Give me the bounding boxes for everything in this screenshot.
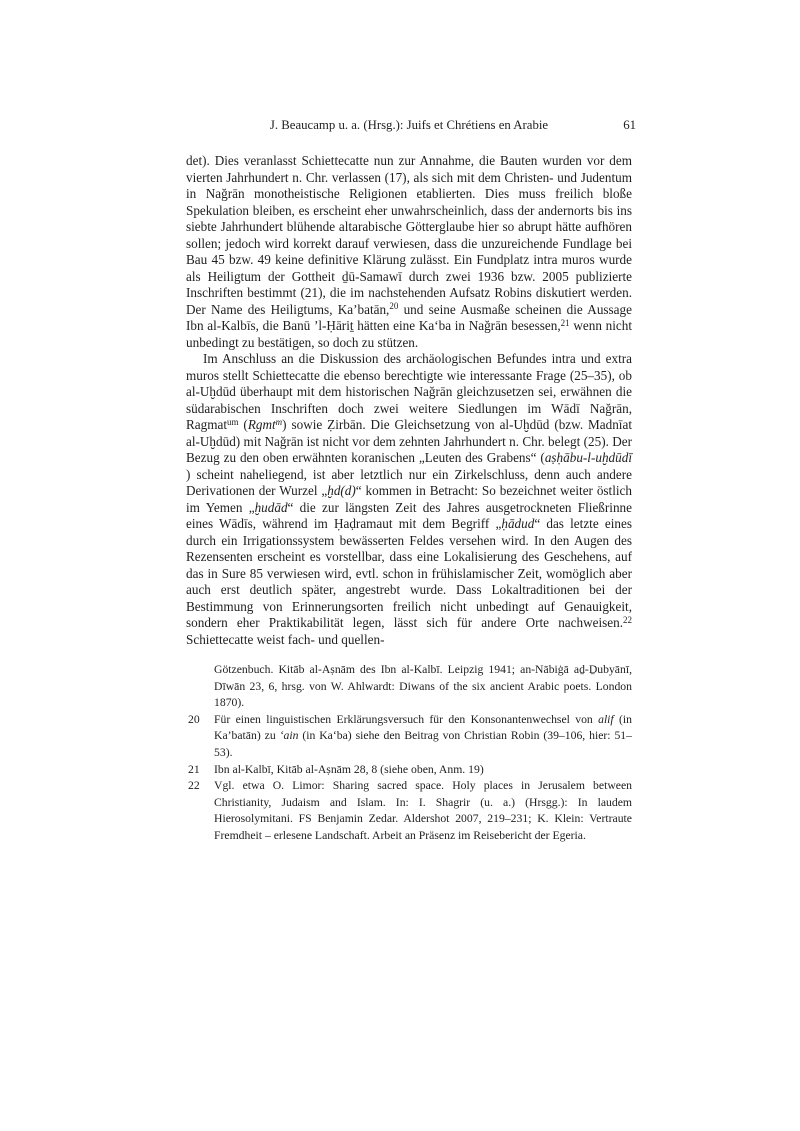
- footnote-number: 21: [188, 762, 200, 776]
- footnote-21: [186, 762, 632, 779]
- footnote-22: [186, 778, 632, 844]
- text-run: ) scheint naheliegend, ist aber letztlich nur ein Zirkelschluss, denn auch andere Derivationen der Wurzel „: [186, 466, 632, 498]
- text-block: [186, 118, 636, 845]
- text-run: Für einen linguistischen Erklärungsversuch für den Konsonantenwechsel von: [214, 712, 599, 726]
- text-run: ‘ain: [279, 729, 299, 743]
- text-run: “ kommen in Betracht: So bezeichnet weiter östlich im Yemen „: [186, 483, 632, 515]
- text-run: “ die zur längsten Zeit des Jahres ausgetrockneten Fließrinne eines Wādīs, während im Ḥaḍramaut mit dem Begriff „: [186, 499, 632, 531]
- text-run: Götzenbuch. Kitāb al-Aṣnām des Ibn al-Kalbī. Leipzig 1941; an-Nābiġā aḏ-Ḏubyānī, Dīwān 23, 6, hrsg. von W. Ahlwardt: Diwans of the six ancient Arabic poets. London 1870).: [214, 663, 632, 710]
- footnote-text: [214, 779, 632, 842]
- text-run: ) sowie Ẓirbān. Die Gleichsetzung von al-Uḫdūd (bzw. Madnīat al-Uḫdūd) mit Nağrān ist nicht vor dem zehnten Jahrhundert n. Chr. belegt (25). Der Bezug zu den oben erwähnten koranischen „Leuten des Grabens“ (: [186, 417, 632, 465]
- footnote-20: [186, 712, 632, 762]
- paragraph-2: [186, 351, 632, 648]
- text-run: aṣḥābu-l-uḫdūdī: [544, 450, 632, 465]
- text-run: Schiettecatte weist fach- und quellen-: [186, 631, 385, 647]
- footnote-marker: 22: [623, 614, 632, 625]
- footnote-number: 20: [188, 712, 200, 726]
- text-run: (in Ka‘ba) siehe den Beitrag von Christian Robin (39–106, hier: 51–53).: [214, 729, 632, 759]
- page-number: 61: [623, 118, 636, 132]
- footnote-continuation: [186, 662, 632, 712]
- text-run: Im Anschluss an die Diskussion des archäologischen Befundes intra und extra muros stellt Schiettecatte die ebenso berechtigte wie interessante Frage (25–35), ob al-Uḫdūd überhaupt mit dem historischen Nağrān gleichzusetzen sei, erwähnen die südarabischen Inschriften doch zwei weitere Siedlungen im Wādī Nağrān, Ragmat: [186, 351, 632, 432]
- text-run: (in Ka’batān) zu: [214, 712, 633, 743]
- footnotes-section: [186, 662, 632, 845]
- text-run: ḫd(d): [327, 483, 356, 498]
- running-head-title: J. Beaucamp u. a. (Hrsg.): Juifs et Chrétiens en Arabie: [269, 118, 549, 132]
- running-head: [186, 118, 636, 133]
- text-run: wenn nicht unbedingt zu bestätigen, so doch zu stützen.: [186, 318, 632, 350]
- footnote-marker: um: [227, 416, 239, 427]
- text-run: (: [238, 417, 248, 432]
- text-run: alif: [598, 712, 614, 726]
- footnote-marker: 20: [389, 301, 399, 312]
- footnote-marker: 21: [560, 317, 570, 328]
- footnote-number: 22: [188, 779, 200, 793]
- text-run: Vgl. etwa O. Limor: Sharing sacred space. Holy places in Jerusalem between Christianity, Judaism and Islam. In: I. Shagrir (u. a.) (Hrsgg.): In laudem Hierosolymitani. FS Benjamin Zedar. Aldershot 2007, 219–231; K. Klein: Vertraute Fremdheit – erlesene Landschaft. Arbeit an Präsenz im Reisebericht der Egeria.: [214, 779, 632, 842]
- text-run: Rgmt: [247, 417, 276, 432]
- text-run: ḫudād: [254, 499, 288, 515]
- footnote-text: [214, 663, 632, 709]
- text-run: “ das letzte eines durch ein Irrigationssystem bewässerten Feldes versehen wird. In den Augen des Rezensenten erscheint es vorstellbar, dass eine Lokalisierung des Geschehens, auf das in Sure 85 verwiesen wird, evtl. schon in frühislamischer Zeit, womöglich aber auch erst deutlich später, angestrebt wurde. Dass Lokaltraditionen bei der Bestimmung von Erinnerungsorten freilich nicht unbedingt auf Genauigkeit, sondern eher Praktikabilität legen, lässt sich für andere Orte nachweisen.: [186, 516, 632, 630]
- text-run: det). Dies veranlasst Schiettecatte nun zur Annahme, die Bauten wurden vor dem vierten Jahrhundert n. Chr. verlassen (17), als sich mit dem Christen- und Judentum in Nağrān monotheistische Religionen etablierten. Dies muss freilich bloße Spekulation bleiben, es erscheint eher unwahrscheinlich, dass der andernorts bis ins siebte Jahrhundert blühende altarabische Götterglaube hier so abrupt hätte aufhören sollen; jedoch wird korrekt darauf verwiesen, dass die unzureichende Fundlage bei Bau 45 bzw. 49 keine definitive Klärung zulässt. Ein Fundplatz intra muros wurde als Heiligtum der Gottheit ḏū-Samawī durch zwei 1936 bzw. 2005 publizierte Inschriften bestimmt (21), die im nachstehenden Aufsatz Robins diskutiert werden. Der Name des Heiligtums, Ka’batān,: [186, 153, 632, 317]
- body-paragraphs: [186, 153, 632, 648]
- footnote-marker: m: [275, 416, 283, 427]
- footnote-text: [214, 763, 484, 776]
- text-run: und seine Ausmaße scheinen die Aussage Ibn al-Kalbīs, die Banū ’l-Ḥāriṯ hätten eine Ka‘ba in Nağrān besessen,: [186, 301, 632, 333]
- paragraph-1: [186, 153, 632, 351]
- text-run: Ibn al-Kalbī, Kitāb al-Aṣnām 28, 8 (siehe oben, Anm. 19): [214, 762, 484, 776]
- footnote-text: [214, 713, 632, 759]
- text-run: ḥādud: [501, 516, 535, 531]
